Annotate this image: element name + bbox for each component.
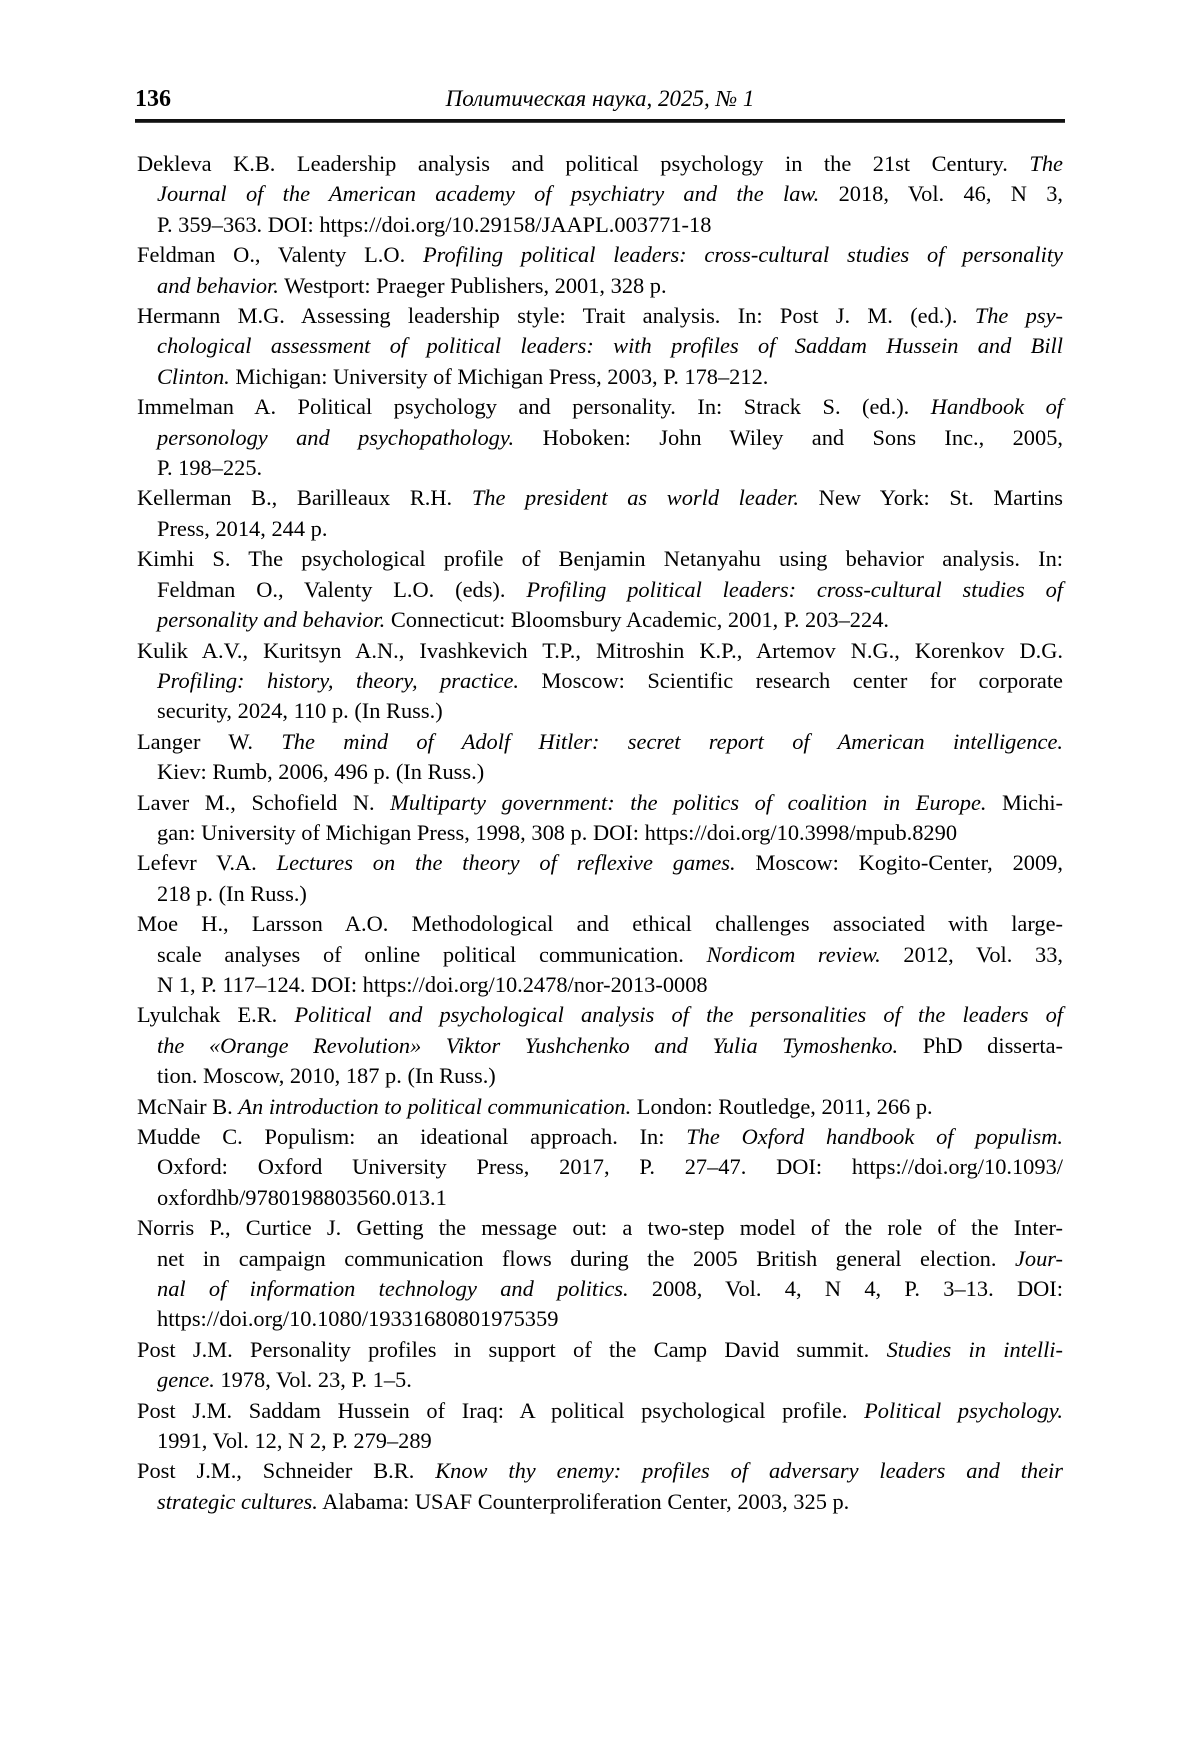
reference-text-segment: Kulik A.V., Kuritsyn A.N., Ivashkevich T.P., Mitroshin K.P., Artemov N.G., Korenkov D.G. bbox=[137, 637, 1063, 663]
reference-entry bbox=[137, 1122, 1063, 1213]
reference-text-segment: Kiev: Rumb, 2006, 496 p. (In Russ.) bbox=[157, 759, 485, 785]
reference-title-segment: Studies in intelli- bbox=[886, 1336, 1063, 1362]
reference-line bbox=[137, 271, 1063, 301]
reference-line bbox=[137, 1031, 1063, 1061]
reference-text-segment: net in campaign communication flows during the 2005 British general election. bbox=[157, 1245, 1015, 1271]
reference-text-segment: Moscow: Scientific research center for corporate bbox=[519, 667, 1063, 693]
reference-title-segment: personology and psychopathology. bbox=[157, 424, 515, 450]
reference-text-segment: Feldman O., Valenty L.O. (eds). bbox=[157, 576, 527, 602]
reference-text-segment: Laver M., Schofield N. bbox=[137, 789, 391, 815]
reference-text-segment: Norris P., Curtice J. Getting the message out: a two-step model of the role of the Inter- bbox=[137, 1215, 1063, 1241]
reference-line bbox=[137, 1274, 1063, 1304]
reference-text-segment: P. 359–363. DOI: https://doi.org/10.29158/JAAPL.003771-18 bbox=[157, 211, 712, 237]
reference-title-segment: The bbox=[1029, 151, 1063, 176]
reference-text-segment: 1978, Vol. 23, P. 1–5. bbox=[214, 1367, 412, 1393]
reference-line bbox=[137, 210, 1063, 240]
reference-line bbox=[137, 940, 1063, 970]
reference-line bbox=[137, 909, 1063, 939]
reference-line bbox=[137, 544, 1063, 574]
reference-title-segment: chological assessment of political leaders: with profiles of Saddam Hussein and Bill bbox=[157, 333, 1063, 359]
reference-line bbox=[137, 1365, 1063, 1395]
reference-line bbox=[137, 757, 1063, 787]
reference-line bbox=[137, 1456, 1063, 1486]
reference-line bbox=[137, 1000, 1063, 1030]
page-header bbox=[135, 84, 1065, 116]
reference-entry bbox=[137, 483, 1063, 544]
reference-line bbox=[137, 848, 1063, 878]
reference-line bbox=[137, 1244, 1063, 1274]
reference-text-segment: 2008, Vol. 4, N 4, P. 3–13. DOI: bbox=[628, 1276, 1063, 1302]
reference-entry bbox=[137, 1335, 1063, 1396]
reference-title-segment: Lectures on the theory of reflexive games. bbox=[276, 850, 736, 876]
reference-text-segment: Feldman O., Valenty L.O. bbox=[137, 242, 423, 268]
reference-line bbox=[137, 1061, 1063, 1091]
reference-line bbox=[137, 1396, 1063, 1426]
reference-text-segment: Hermann M.G. Assessing leadership style: Trait analysis. In: Post J. M. (ed.). bbox=[137, 303, 975, 329]
reference-text-segment: 1991, Vol. 12, N 2, P. 279–289 bbox=[157, 1428, 432, 1454]
reference-title-segment: personality and behavior. bbox=[157, 607, 386, 633]
reference-text-segment: security, 2024, 110 p. (In Russ.) bbox=[157, 698, 443, 724]
reference-title-segment: Multiparty government: the politics of coalition in Europe. bbox=[390, 789, 987, 815]
reference-title-segment: The psy- bbox=[974, 303, 1063, 329]
reference-entry bbox=[137, 636, 1063, 727]
reference-entry bbox=[137, 1000, 1063, 1091]
reference-line bbox=[137, 1304, 1063, 1334]
reference-entry bbox=[137, 1456, 1063, 1517]
reference-line bbox=[137, 636, 1063, 666]
reference-title-segment: Profiling: history, theory, practice. bbox=[157, 667, 520, 693]
reference-title-segment: nal of information technology and politics. bbox=[157, 1276, 629, 1302]
reference-title-segment: Profiling political leaders: cross-cultural studies of personality bbox=[422, 242, 1063, 268]
reference-entry bbox=[137, 301, 1063, 392]
reference-text-segment: Mudde C. Populism: an ideational approach. In: bbox=[137, 1124, 687, 1149]
reference-entry bbox=[137, 727, 1063, 788]
reference-entry bbox=[137, 848, 1063, 909]
reference-entry bbox=[137, 909, 1063, 1000]
reference-title-segment: Jour- bbox=[1014, 1245, 1063, 1271]
reference-entry bbox=[137, 392, 1063, 483]
reference-entry bbox=[137, 1213, 1063, 1335]
reference-title-segment: Political psychology. bbox=[864, 1397, 1064, 1423]
reference-text-segment: PhD disserta- bbox=[898, 1032, 1064, 1058]
reference-text-segment: Westport: Praeger Publishers, 2001, 328 p. bbox=[278, 272, 667, 298]
reference-text-segment: 2018, Vol. 46, N 3, bbox=[819, 181, 1063, 207]
reference-title-segment: the «Orange Revolution» Viktor Yushchenko and Yulia Tymoshenko. bbox=[157, 1032, 899, 1058]
reference-text-segment: oxfordhb/9780198803560.013.1 bbox=[157, 1184, 447, 1210]
reference-title-segment: An introduction to political communication. bbox=[238, 1093, 632, 1119]
reference-line bbox=[137, 970, 1063, 1000]
reference-line bbox=[137, 514, 1063, 544]
reference-line bbox=[137, 1213, 1063, 1243]
reference-line bbox=[137, 301, 1063, 331]
reference-line bbox=[137, 818, 1063, 848]
reference-title-segment: The president as world leader. bbox=[471, 485, 800, 511]
reference-title-segment: and behavior. bbox=[157, 272, 279, 298]
reference-text-segment: New York: St. Martins bbox=[799, 485, 1064, 511]
reference-line bbox=[137, 392, 1063, 422]
reference-text-segment: Michi- bbox=[986, 789, 1063, 815]
references-list bbox=[137, 149, 1063, 1517]
reference-text-segment: Immelman A. Political psychology and personality. In: Strack S. (ed.). bbox=[137, 394, 931, 420]
reference-text-segment: P. 198–225. bbox=[157, 455, 263, 481]
reference-text-segment: Post J.M. Personality profiles in support of the Camp David summit. bbox=[137, 1336, 887, 1362]
reference-title-segment: Political and psychological analysis of the personalities of the leaders of bbox=[294, 1002, 1063, 1028]
reference-text-segment: Kellerman B., Barilleaux R.H. bbox=[137, 485, 472, 511]
reference-line bbox=[137, 362, 1063, 392]
reference-text-segment: Langer W. bbox=[137, 728, 282, 754]
reference-line bbox=[137, 1487, 1063, 1517]
reference-text-segment: Oxford: Oxford University Press, 2017, P. 27–47. DOI: https://doi.org/10.1093/ bbox=[157, 1154, 1063, 1180]
reference-title-segment: strategic cultures. bbox=[157, 1488, 318, 1514]
reference-title-segment: Nordicom review. bbox=[706, 941, 881, 967]
reference-line bbox=[137, 575, 1063, 605]
reference-text-segment: Moscow: Kogito-Center, 2009, bbox=[735, 850, 1063, 876]
reference-title-segment: The Oxford handbook of populism. bbox=[686, 1124, 1063, 1149]
reference-entry bbox=[137, 149, 1063, 240]
reference-entry bbox=[137, 788, 1063, 849]
reference-line bbox=[137, 1335, 1063, 1365]
reference-line bbox=[137, 453, 1063, 483]
reference-line bbox=[137, 423, 1063, 453]
reference-text-segment: 218 p. (In Russ.) bbox=[157, 880, 307, 906]
reference-title-segment: Journal of the American academy of psychiatry and the law. bbox=[157, 181, 820, 207]
reference-text-segment: scale analyses of online political communication. bbox=[157, 941, 707, 967]
reference-line bbox=[137, 879, 1063, 909]
reference-line bbox=[137, 1426, 1063, 1456]
reference-text-segment: 2012, Vol. 33, bbox=[880, 941, 1063, 967]
reference-text-segment: gan: University of Michigan Press, 1998, 308 p. DOI: https://doi.org/10.3998/mpub.8290 bbox=[157, 819, 958, 845]
reference-entry bbox=[137, 1092, 1063, 1122]
reference-line bbox=[137, 1092, 1063, 1122]
reference-title-segment: The mind of Adolf Hitler: secret report of American intelligence. bbox=[281, 728, 1063, 754]
reference-entry bbox=[137, 544, 1063, 635]
reference-line bbox=[137, 666, 1063, 696]
reference-text-segment: Post J.M., Schneider B.R. bbox=[137, 1458, 436, 1484]
reference-text-segment: Post J.M. Saddam Hussein of Iraq: A political psychological profile. bbox=[137, 1397, 865, 1423]
reference-line bbox=[137, 331, 1063, 361]
reference-entry bbox=[137, 1396, 1063, 1457]
reference-text-segment: https://doi.org/10.1080/19331680801975359 bbox=[157, 1306, 559, 1332]
reference-entry bbox=[137, 240, 1063, 301]
reference-line bbox=[137, 727, 1063, 757]
reference-text-segment: McNair B. bbox=[137, 1093, 239, 1119]
reference-line bbox=[137, 1152, 1063, 1182]
reference-text-segment: London: Routledge, 2011, 266 p. bbox=[631, 1093, 933, 1119]
reference-text-segment: N 1, P. 117–124. DOI: https://doi.org/10.2478/nor-2013-0008 bbox=[157, 971, 708, 997]
reference-text-segment: Dekleva K.B. Leadership analysis and political psychology in the 21st Century. bbox=[137, 151, 1030, 176]
reference-title-segment: Profiling political leaders: cross-cultural studies of bbox=[526, 576, 1063, 602]
reference-text-segment: Alabama: USAF Counterproliferation Center, 2003, 325 p. bbox=[317, 1488, 850, 1514]
reference-text-segment: Connecticut: Bloomsbury Academic, 2001, P. 203–224. bbox=[385, 607, 889, 633]
reference-text-segment: tion. Moscow, 2010, 187 p. (In Russ.) bbox=[157, 1063, 496, 1089]
reference-line bbox=[137, 605, 1063, 635]
reference-line bbox=[137, 179, 1063, 209]
reference-text-segment: Hoboken: John Wiley and Sons Inc., 2005, bbox=[514, 424, 1063, 450]
reference-text-segment: Press, 2014, 244 p. bbox=[157, 515, 328, 541]
reference-line bbox=[137, 696, 1063, 726]
reference-line bbox=[137, 483, 1063, 513]
reference-title-segment: Clinton. bbox=[157, 363, 230, 389]
reference-line bbox=[137, 149, 1063, 179]
reference-title-segment: gence. bbox=[157, 1367, 215, 1393]
reference-text-segment: Michigan: University of Michigan Press, 2003, P. 178–212. bbox=[229, 363, 769, 389]
reference-text-segment: Kimhi S. The psychological profile of Benjamin Netanyahu using behavior analysis. In: bbox=[137, 546, 1063, 572]
reference-line bbox=[137, 788, 1063, 818]
reference-text-segment: Moe H., Larsson A.O. Methodological and ethical challenges associated with large- bbox=[137, 911, 1063, 937]
reference-title-segment: Handbook of bbox=[930, 394, 1063, 420]
reference-line bbox=[137, 1122, 1063, 1152]
reference-line bbox=[137, 240, 1063, 270]
reference-text-segment: Lefevr V.A. bbox=[137, 850, 277, 876]
header-divider bbox=[135, 119, 1065, 123]
journal-title: Политическая наука, 2025, № 1 bbox=[445, 86, 755, 111]
reference-line bbox=[137, 1183, 1063, 1213]
page-number: 136 bbox=[135, 86, 171, 112]
reference-text-segment: Lyulchak E.R. bbox=[137, 1002, 295, 1028]
reference-title-segment: Know thy enemy: profiles of adversary leaders and their bbox=[435, 1458, 1063, 1484]
